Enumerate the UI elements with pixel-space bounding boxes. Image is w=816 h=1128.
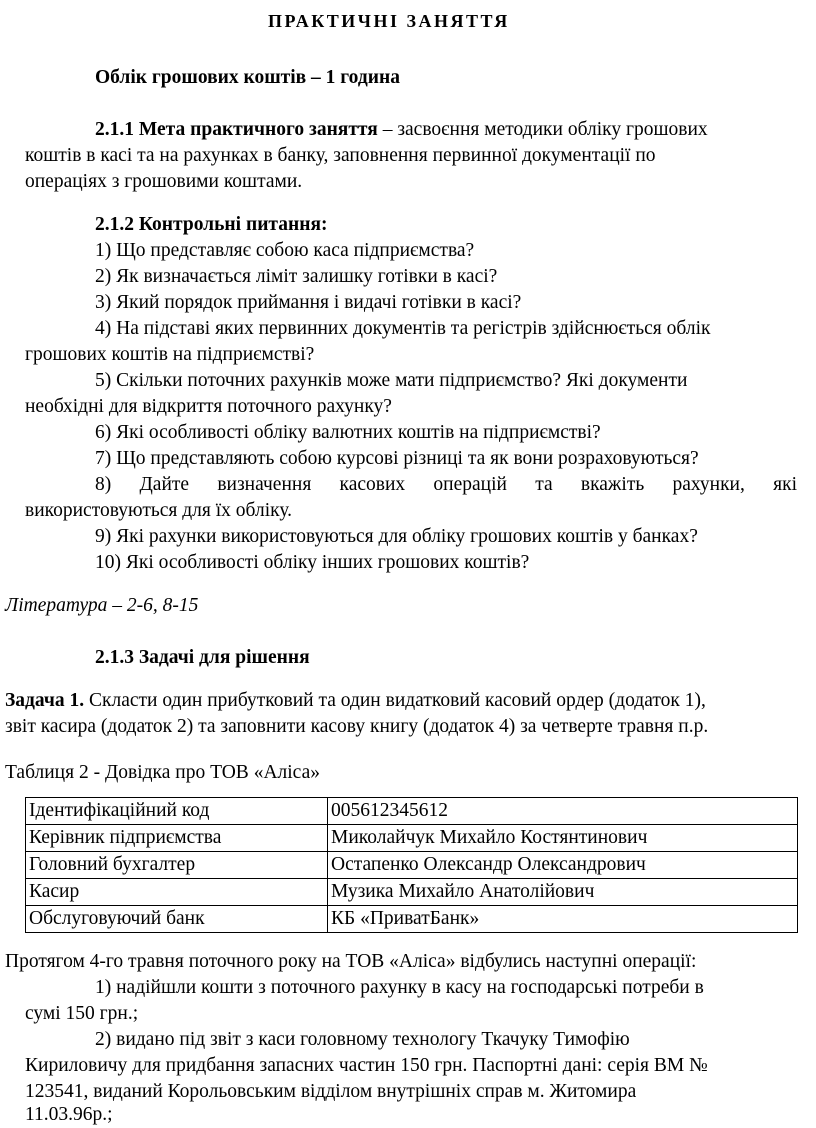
table-value: Остапенко Олександр Олександрович <box>328 852 798 879</box>
question-7: 7) Що представляють собою курсові різниці та як вони розраховуються? <box>95 448 699 469</box>
goal-text-1: – засвоєння методики обліку грошових <box>377 119 708 140</box>
company-info-table <box>25 797 798 933</box>
table-key: Обслуговуючий банк <box>26 906 328 933</box>
operations-intro: Протягом 4-го травня поточного року на ТОВ «Аліса» відбулись наступні операції: <box>5 951 697 972</box>
table-key: Керівник підприємства <box>26 825 328 852</box>
operation-2-cont-1: Кириловичу для придбання запасних частин 150 грн. Паспортні дані: серія ВМ № <box>25 1055 708 1076</box>
table-row <box>26 798 798 825</box>
operation-2: 2) видано під звіт з каси головному технологу Ткачуку Тимофію <box>95 1029 630 1050</box>
task-1-label: Задача 1. <box>5 690 85 711</box>
question-10: 10) Які особливості обліку інших грошових коштів? <box>95 552 530 573</box>
goal-line-3: операціях з грошовими коштами. <box>25 171 303 192</box>
task-1-line-2: звіт касира (додаток 2) та заповнити касову книгу (додаток 4) за четверте травня п.р. <box>5 716 709 737</box>
task-1-text-1: Скласти один прибутковий та один видатковий касовий ордер (додаток 1), <box>84 690 706 711</box>
question-6: 6) Які особливості обліку валютних коштів на підприємстві? <box>95 422 601 443</box>
questions-heading: 2.1.2 Контрольні питання: <box>95 214 328 235</box>
goal-line-2: коштів в касі та на рахунках в банку, заповнення первинної документації по <box>25 145 656 166</box>
table-key: Касир <box>26 879 328 906</box>
table-caption: Таблиця 2 - Довідка про ТОВ «Аліса» <box>5 762 320 783</box>
table-row <box>26 825 798 852</box>
table-row <box>26 906 798 933</box>
question-4: 4) На підставі яких первинних документів та регістрів здійснюється облік <box>95 318 711 339</box>
operation-1: 1) надійшли кошти з поточного рахунку в касу на господарські потреби в <box>95 977 704 998</box>
operation-2-cont-2: 123541, виданий Корольовським відділом внутрішніх справ м. Житомира <box>25 1081 637 1102</box>
table-value: КБ «ПриватБанк» <box>328 906 798 933</box>
operation-2-cont-3: 11.03.96р.; <box>25 1104 113 1125</box>
table-key: Ідентифікаційний код <box>26 798 328 825</box>
question-4-cont: грошових коштів на підприємстві? <box>25 344 315 365</box>
question-1: 1) Що представляє собою каса підприємства? <box>95 240 475 261</box>
table-value: Музика Михайло Анатолійович <box>328 879 798 906</box>
tasks-heading: 2.1.3 Задачі для рішення <box>95 647 310 668</box>
table-key: Головний бухгалтер <box>26 852 328 879</box>
topic-heading: Облік грошових коштів – 1 година <box>95 67 400 88</box>
question-8-cont: використовуються для їх обліку. <box>25 500 292 521</box>
question-2: 2) Як визначається ліміт залишку готівки в касі? <box>95 266 498 287</box>
goal-line-1 <box>95 117 708 143</box>
question-8: 8) Дайте визначення касових операцій та вкажіть рахунки, які <box>95 474 797 495</box>
question-3: 3) Який порядок приймання і видачі готівки в касі? <box>95 292 522 313</box>
literature: Література – 2-6, 8-15 <box>5 595 199 616</box>
operation-1-cont: сумі 150 грн.; <box>25 1003 139 1024</box>
task-1-line-1 <box>5 688 706 714</box>
table-value: 005612345612 <box>328 798 798 825</box>
table-value: Миколайчук Михайло Костянтинович <box>328 825 798 852</box>
question-5: 5) Скільки поточних рахунків може мати підприємство? Які документи <box>95 370 688 391</box>
table-row <box>26 879 798 906</box>
page-title: ПРАКТИЧНІ ЗАНЯТТЯ <box>268 11 510 31</box>
question-9: 9) Які рахунки використовуються для обліку грошових коштів у банках? <box>95 526 698 547</box>
table-row <box>26 852 798 879</box>
question-5-cont: необхідні для відкриття поточного рахунку? <box>25 396 392 417</box>
goal-label: 2.1.1 Мета практичного заняття <box>95 119 378 140</box>
